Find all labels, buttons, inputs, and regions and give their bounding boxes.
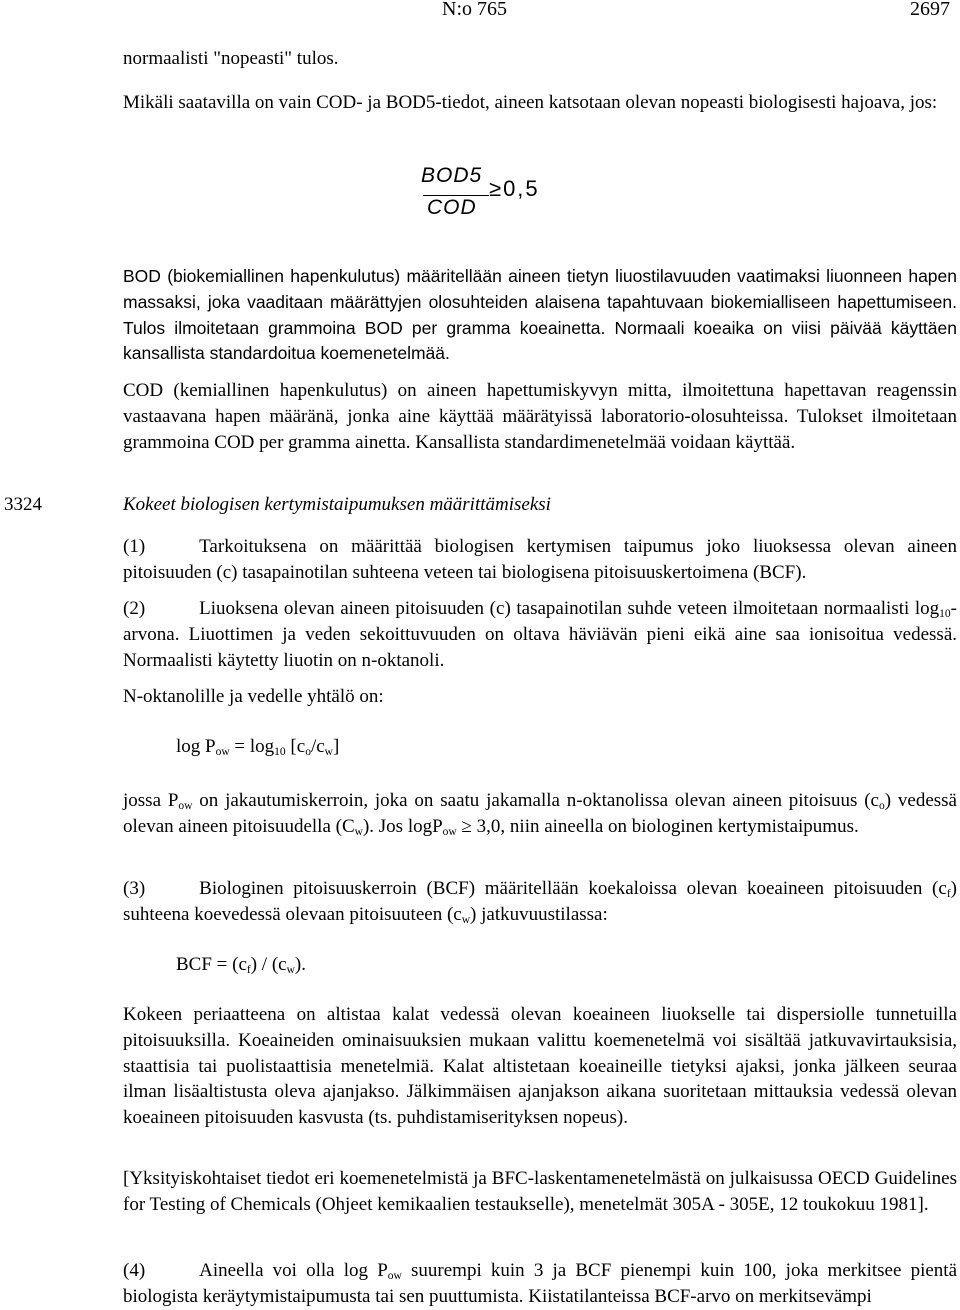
paragraph-1 xyxy=(123,534,957,586)
eq1-d: /c xyxy=(310,736,325,757)
paragraph-3-sub-f: f xyxy=(946,888,951,900)
eq1-sub-ow: ow xyxy=(215,746,230,758)
paragraph-3-c: ) jatkuvuustilassa: xyxy=(470,903,608,925)
jossa-sub-ow: ow xyxy=(178,800,193,812)
jossa-sub-ow2: ow xyxy=(442,825,457,838)
method-paragraph: Kokeen periaatteena on altistaa kalat vedessä olevan koeaineen liuokselle tai dispersiolle tunnetuilla pitoisuuksilla. Koeaineiden ominaisuuksien mukaan valittu koemenetelmä voi sisältää jatkuvavirtauksisia, staattisia tai puolistaattisia menetelmiä. Kalat altistetaan koeaineille tietyksi ajaksi, jonka jälkeen seuraa ilman lisäaltistusta oleva ajanjakso. Jälkimmäisen ajanjakson aikana suoritetaan mittauksia vedessä olevan koeaineen pitoisuuden kasvusta (ts. puhdistamiserityksen nopeus). xyxy=(123,1004,957,1129)
formula-numerator: BOD5 xyxy=(421,164,483,187)
eq1-e: ] xyxy=(332,736,340,757)
jossa-e: ≥ 3,0, niin aineella on biologinen kertymistaipumus. xyxy=(456,815,859,837)
eq1-b: = log xyxy=(229,736,275,757)
eq2-b: ) / (c xyxy=(250,954,287,975)
bod-paragraph: BOD (biokemiallinen hapenkulutus) määritellään aineen tietyn liuostilavuuden vaatimaksi liuonneen hapen massaksi, joka vaaditaan määrättyjen olosuhteiden alaisena tapahtuvaan biokemialliseen hapettumiseen. Tulos ilmoitetaan grammoina BOD per gramma koeainetta. Normaali koeaika on viisi päivää käyttäen kansallista standardoitua koemenetelmää. xyxy=(123,266,957,364)
paragraph-4 xyxy=(123,1258,957,1310)
log-subscript: 10 xyxy=(939,608,951,620)
paragraph-2-text-a: Liuoksena olevan aineen pitoisuuden (c) tasapainotilan suhde veteen ilmoitetaan normaalisti log xyxy=(199,598,940,619)
intro-line: normaalisti "nopeasti" tulos. xyxy=(123,48,339,69)
biodegradability-formula xyxy=(415,162,595,228)
eq2-sub-f: f xyxy=(246,964,251,976)
eq2-c: ). xyxy=(294,954,306,975)
jossa-c: ) vedessä olevan aineen pitoisuudella (C xyxy=(123,790,957,837)
jossa-paragraph xyxy=(123,788,957,840)
section-number: 3324 xyxy=(4,494,42,515)
jossa-b: on jakautumiskerroin, joka on saatu jakamalla n-oktanolissa olevan aineen pitoisuus (c xyxy=(192,790,879,811)
issue-number: N:o 765 xyxy=(442,0,507,20)
paragraph-1-label: (1) xyxy=(123,536,146,557)
eq1-sub-w: w xyxy=(324,746,333,758)
paragraph-3 xyxy=(123,876,957,928)
eq2-a: BCF = (c xyxy=(176,954,247,975)
paragraph-3-label: (3) xyxy=(123,878,146,899)
eq1-c: [c xyxy=(285,736,306,757)
eq2-sub-w: w xyxy=(286,964,295,976)
paragraph-2-label: (2) xyxy=(123,598,146,619)
paragraph-3-sub-w: w xyxy=(461,913,471,926)
jossa-sub-w: w xyxy=(354,825,363,838)
eq1-sub-10: 10 xyxy=(274,746,286,758)
paragraph-2 xyxy=(123,596,957,673)
cod-paragraph: COD (kemiallinen hapenkulutus) on aineen hapettumiskyvyn mitta, ilmoitettuna hapettavan reagenssin vastaavana hapen määränä, jonka aine käyttää määrätyissä laboratorio-olosuhteissa. Tulokset ilmoitetaan grammoina COD per gramma ainetta. Kansallista standardimenetelmää voidaan käyttää. xyxy=(123,380,957,453)
formula-denominator: COD xyxy=(427,196,477,219)
paragraph-3-b: ) suhteena koevedessä olevaan pitoisuuteen (c xyxy=(123,878,957,925)
paragraph-4-a: Aineella voi olla log P xyxy=(199,1260,388,1281)
eq1-a: log P xyxy=(176,736,216,757)
reference-paragraph: [Yksityiskohtaiset tiedot eri koemenetelmistä ja BFC-laskentamenetelmästä on julkaisussa OECD Guidelines for Testing of Chemicals (Ohjeet kemikaalien testaukselle), menetelmät 305A - 305E, 12 toukokuu 1981]. xyxy=(123,1168,957,1215)
paragraph-2-text-b: -arvona. Liuottimen ja veden sekoittuvuuden on oltava häviävän pieni eikä aine saa ionisoitua vedessä. Normaalisti käytetty liuotin on n-oktanoli. xyxy=(123,598,957,671)
octanol-intro: N-oktanolille ja vedelle yhtälö on: xyxy=(123,686,384,707)
section-title: Kokeet biologisen kertymistaipumuksen määrittämiseksi xyxy=(123,494,551,515)
paragraph-4-b: suurempi kuin 3 ja BCF pienempi kuin 100, joka merkitsee pientä biologista keräytymistaipumusta tai sen puuttumista. Kiistatilanteissa BCF-arvo on merkitsevämpi xyxy=(123,1260,957,1307)
jossa-a: jossa P xyxy=(123,790,179,811)
paragraph-1-text: Tarkoituksena on määrittää biologisen kertymisen taipumus joko liuoksessa olevan aineen pitoisuuden (c) tasapainotilan suhteena veteen tai biologisena pitoisuuskertoimena (BCF). xyxy=(123,536,957,583)
formula-relation: ≥0,5 xyxy=(489,176,540,201)
partition-equation xyxy=(176,736,339,758)
eq1-sub-o: o xyxy=(305,746,311,758)
page-number: 2697 xyxy=(910,0,950,20)
page-header xyxy=(0,0,960,26)
paragraph-4-sub-ow: ow xyxy=(387,1270,402,1282)
intro-condition: Mikäli saatavilla on vain COD- ja BOD5-tiedot, aineen katsotaan olevan nopeasti biologisesti hajoava, jos: xyxy=(123,92,938,113)
bcf-equation xyxy=(176,954,306,976)
paragraph-3-a: Biologinen pitoisuuskerroin (BCF) määritellään koekaloissa olevan koeaineen pitoisuuden (c xyxy=(199,878,947,899)
jossa-d: ). Jos logP xyxy=(362,815,443,837)
paragraph-4-label: (4) xyxy=(123,1260,146,1281)
jossa-sub-o: o xyxy=(879,800,885,812)
